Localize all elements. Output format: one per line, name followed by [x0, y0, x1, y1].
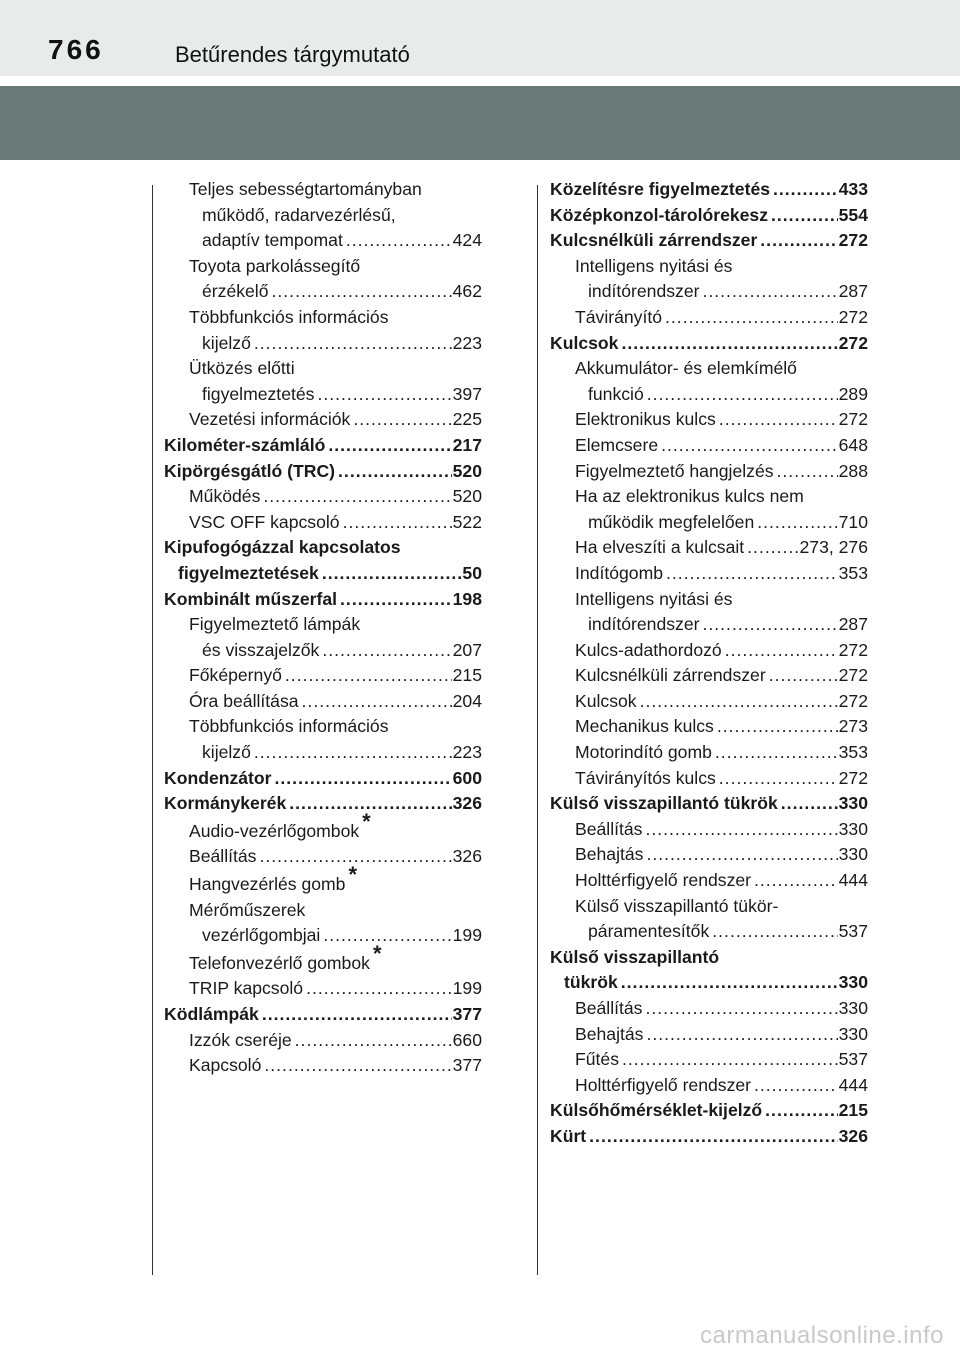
entry-text: Ha elveszíti a kulcsait — [575, 535, 746, 561]
page-reference: 710 — [838, 511, 868, 532]
page-reference: 648 — [838, 434, 868, 455]
page-reference: 288 — [838, 460, 868, 481]
page-reference: 660 — [452, 1029, 482, 1050]
leader-dots — [661, 433, 838, 459]
index-entry-sub — [550, 433, 868, 459]
entry-text: VSC OFF kapcsoló — [189, 510, 342, 536]
leader-dots — [317, 382, 451, 408]
index-entry-main — [164, 766, 482, 792]
leader-dots — [646, 1022, 837, 1048]
index-entry-sub — [550, 1047, 868, 1073]
entry-text: tükrök — [564, 970, 620, 996]
entry-text: adaptív tempomat — [202, 228, 345, 254]
leader-dots — [323, 923, 451, 949]
index-entry-sub — [164, 689, 482, 715]
leader-dots — [322, 638, 451, 664]
index-entry-sub — [164, 976, 482, 1002]
entry-text: Távirányítós kulcs — [575, 766, 718, 792]
leader-dots — [747, 535, 798, 561]
index-entry-main — [550, 203, 868, 229]
index-entry-main — [164, 1002, 482, 1028]
entry-text: Toyota parkolássegítő — [189, 255, 361, 276]
leader-dots — [338, 459, 452, 485]
page-reference: 273, 276 — [799, 537, 868, 558]
page-reference: 289 — [838, 383, 868, 404]
entry-text: páramentesítők — [588, 919, 711, 945]
page-reference: 554 — [838, 204, 868, 225]
entry-text: Többfunkciós információs — [189, 716, 389, 737]
leader-dots — [712, 919, 837, 945]
entry-text: Hangvezérlés gomb — [189, 874, 346, 895]
index-entry-sub — [164, 1053, 482, 1079]
entry-text: Mérőműszerek — [189, 899, 306, 920]
leader-dots — [703, 279, 838, 305]
index-entry-main — [550, 177, 868, 203]
entry-text: Intelligens nyitási és — [575, 588, 733, 609]
leader-dots — [640, 689, 838, 715]
footnote-star: * — [348, 862, 358, 888]
page-reference: 272 — [838, 665, 868, 686]
entry-text: működik megfelelően — [588, 510, 756, 536]
leader-dots — [665, 305, 838, 331]
entry-text: Főképernyő — [189, 663, 284, 689]
index-entry-sub — [164, 898, 482, 949]
index-entry-main — [550, 1124, 868, 1150]
entry-text: Beállítás — [575, 817, 644, 843]
page-reference: 326 — [452, 793, 482, 814]
footnote-star: * — [372, 940, 382, 966]
entry-text: Távirányító — [575, 305, 664, 331]
page-reference: 462 — [452, 281, 482, 302]
entry-text: Figyelmeztető hangjelzés — [575, 459, 776, 485]
leader-dots — [666, 561, 838, 587]
page-reference: 522 — [452, 511, 482, 532]
entry-text: kijelző — [202, 740, 253, 766]
leader-dots — [343, 510, 452, 536]
entry-text: Telefonvezérlő gombok — [189, 952, 370, 973]
page-reference: 50 — [462, 562, 482, 583]
entry-text: Kulcsnélküli zárrendszer — [550, 228, 759, 254]
footnote-star: * — [362, 808, 371, 834]
index-entry-sub — [550, 842, 868, 868]
entry-text: Izzók cseréje — [189, 1028, 294, 1054]
page-reference: 326 — [838, 1125, 868, 1146]
page-reference: 272 — [838, 409, 868, 430]
entry-text: Kilométer-számláló — [164, 433, 327, 459]
entry-text: Többfunkciós információs — [189, 306, 389, 327]
entry-text: működő, radarvezérlésű, — [202, 204, 396, 225]
entry-text: Kipufogógázzal kapcsolatos — [164, 537, 401, 558]
leader-dots — [353, 407, 451, 433]
page-reference: 326 — [452, 846, 482, 867]
page-reference: 223 — [452, 742, 482, 763]
leader-dots — [622, 1047, 838, 1073]
entry-text: Elektronikus kulcs — [575, 407, 718, 433]
page-reference: 353 — [838, 742, 868, 763]
index-entry-main — [550, 791, 868, 817]
index-entry-sub — [550, 561, 868, 587]
leader-dots — [254, 740, 452, 766]
page-reference: 377 — [452, 1004, 482, 1024]
index-entry-sub — [164, 612, 482, 663]
index-column-right — [550, 177, 868, 1150]
entry-text: Kulcsok — [550, 331, 620, 357]
index-entry-sub — [550, 766, 868, 792]
index-entry-sub — [550, 1022, 868, 1048]
column-divider-left — [152, 185, 153, 1275]
page-reference: 537 — [838, 1049, 868, 1070]
page-reference: 273 — [838, 716, 868, 737]
entry-text: Óra beállítása — [189, 689, 301, 715]
leader-dots — [717, 714, 838, 740]
page-reference: 199 — [452, 925, 482, 946]
leader-dots — [773, 177, 838, 203]
entry-text: Külső visszapillantó — [550, 946, 720, 967]
page-reference: 330 — [838, 844, 868, 865]
leader-dots — [621, 970, 838, 996]
index-entry-main — [164, 433, 482, 459]
leader-dots — [757, 510, 837, 536]
index-entry-sub — [164, 808, 482, 845]
leader-dots — [328, 433, 451, 459]
leader-dots — [754, 1073, 838, 1099]
entry-text: Vezetési információk — [189, 407, 352, 433]
page-reference: 433 — [838, 179, 868, 199]
entry-text: Külső visszapillantó tükör- — [575, 895, 779, 916]
index-entry-sub — [164, 305, 482, 356]
header-bar — [0, 0, 960, 76]
page-reference: 217 — [452, 434, 482, 455]
leader-dots — [719, 766, 838, 792]
index-entry-main — [550, 1098, 868, 1124]
leader-dots — [646, 842, 837, 868]
page-reference: 204 — [452, 690, 482, 711]
entry-text: Beállítás — [189, 844, 258, 870]
entry-text: Audio-vezérlőgombok — [189, 820, 360, 841]
leader-dots — [272, 279, 452, 305]
entry-text: Motorindító gomb — [575, 740, 714, 766]
page-reference: 272 — [838, 690, 868, 711]
index-entry-sub — [550, 535, 868, 561]
leader-dots — [715, 740, 838, 766]
entry-text: Kürt — [550, 1124, 588, 1150]
index-entry-main — [550, 228, 868, 254]
entry-text: Holttérfigyelő rendszer — [575, 1073, 753, 1099]
leader-dots — [781, 791, 838, 817]
page-reference: 424 — [452, 230, 482, 251]
section-title: Betűrendes tárgymutató — [175, 42, 410, 67]
index-entry-sub — [164, 356, 482, 407]
entry-text: Akkumulátor- és elemkímélő — [575, 358, 797, 379]
leader-dots — [647, 382, 838, 408]
index-entry-main — [164, 791, 482, 817]
leader-dots — [302, 689, 452, 715]
index-entry-sub — [550, 356, 868, 407]
entry-text: és visszajelzők — [202, 638, 321, 664]
leader-dots — [306, 976, 452, 1002]
page-reference: 272 — [838, 306, 868, 327]
index-entry-sub — [164, 663, 482, 689]
leader-dots — [275, 766, 452, 792]
leader-dots — [254, 331, 452, 357]
entry-text: Középkonzol-tárolórekesz — [550, 203, 770, 229]
page-reference: 225 — [452, 409, 482, 430]
page-reference: 397 — [452, 383, 482, 404]
page-reference: 198 — [452, 588, 482, 609]
leader-dots — [760, 228, 837, 254]
page-reference: 272 — [838, 639, 868, 660]
leader-dots — [340, 587, 452, 613]
page-reference: 199 — [452, 978, 482, 999]
leader-dots — [645, 817, 837, 843]
page-reference: 520 — [452, 486, 482, 507]
index-entry-main — [550, 945, 868, 996]
entry-text: Külsőhőmérséklet-kijelző — [550, 1098, 764, 1124]
leader-dots — [771, 203, 838, 229]
page-reference: 287 — [838, 281, 868, 302]
leader-dots — [285, 663, 452, 689]
page-reference: 287 — [838, 614, 868, 635]
index-entry-sub — [550, 740, 868, 766]
watermark: carmanualsonline.info — [700, 1322, 944, 1349]
page-reference: 223 — [452, 332, 482, 353]
leader-dots — [765, 1098, 837, 1124]
entry-text: Ködlámpák — [164, 1002, 261, 1028]
entry-text: Ha az elektronikus kulcs nem — [575, 486, 804, 507]
entry-text: Kulcsnélküli zárrendszer — [575, 663, 768, 689]
index-entry-sub — [164, 510, 482, 536]
index-entry-sub — [164, 862, 482, 898]
page-reference: 330 — [838, 793, 868, 814]
entry-text: TRIP kapcsoló — [189, 976, 305, 1002]
leader-dots — [295, 1028, 452, 1054]
index-entry-main — [164, 587, 482, 613]
page-reference: 215 — [452, 665, 482, 686]
leader-dots — [322, 561, 462, 587]
leader-dots — [777, 459, 838, 485]
entry-text: indítórendszer — [588, 279, 702, 305]
page-reference: 444 — [838, 870, 868, 891]
entry-text: Külső visszapillantó tükrök — [550, 791, 780, 817]
entry-text: Beállítás — [575, 996, 644, 1022]
page-reference: 272 — [838, 230, 868, 251]
header-band — [0, 86, 960, 160]
entry-text: Behajtás — [575, 1022, 645, 1048]
page-reference: 520 — [452, 460, 482, 481]
page-reference: 444 — [838, 1074, 868, 1095]
index-entry-sub — [550, 459, 868, 485]
entry-text: Behajtás — [575, 842, 645, 868]
index-entry-sub — [550, 663, 868, 689]
leader-dots — [621, 331, 837, 357]
page-reference: 330 — [838, 972, 868, 993]
index-entry-sub — [550, 996, 868, 1022]
page-reference: 600 — [452, 767, 482, 788]
entry-text: Teljes sebességtartományban — [189, 179, 422, 199]
entry-text: Kulcsok — [575, 689, 639, 715]
index-entry-sub — [550, 407, 868, 433]
index-entry-sub — [164, 407, 482, 433]
entry-text: Indítógomb — [575, 561, 665, 587]
entry-text: Figyelmeztető lámpák — [189, 614, 361, 635]
leader-dots — [719, 407, 838, 433]
index-entry-sub — [550, 484, 868, 535]
index-entry-sub — [550, 817, 868, 843]
page-reference: 330 — [838, 1023, 868, 1044]
entry-text: Kormánykerék — [164, 791, 288, 817]
index-entry-main — [164, 535, 482, 586]
leader-dots — [645, 996, 837, 1022]
page-reference: 330 — [838, 818, 868, 839]
column-divider-right — [537, 185, 538, 1275]
index-column-left — [164, 177, 482, 1079]
entry-text: Holttérfigyelő rendszer — [575, 868, 753, 894]
index-entry-sub — [164, 940, 482, 977]
entry-text: Működés — [189, 484, 262, 510]
leader-dots — [262, 1002, 452, 1028]
index-entry-main — [550, 331, 868, 357]
entry-text: Kipörgésgátló (TRC) — [164, 459, 337, 485]
index-entry-sub — [550, 638, 868, 664]
page-reference: 207 — [452, 639, 482, 660]
entry-text: Kombinált műszerfal — [164, 587, 339, 613]
index-entry-sub — [550, 254, 868, 305]
leader-dots — [263, 484, 451, 510]
entry-text: érzékelő — [202, 279, 271, 305]
page-number: 766 — [48, 34, 104, 65]
page-reference: 272 — [838, 767, 868, 788]
entry-text: vezérlőgombjai — [202, 923, 322, 949]
leader-dots — [725, 638, 838, 664]
index-entry-sub — [550, 894, 868, 945]
leader-dots — [346, 228, 452, 254]
index-entry-sub — [550, 1073, 868, 1099]
entry-text: figyelmeztetés — [202, 382, 316, 408]
entry-text: Mechanikus kulcs — [575, 714, 716, 740]
index-entry-sub — [550, 868, 868, 894]
leader-dots — [754, 868, 838, 894]
page-reference: 330 — [838, 998, 868, 1018]
entry-text: Intelligens nyitási és — [575, 255, 733, 276]
index-entry-sub — [550, 305, 868, 331]
index-entry-sub — [164, 844, 482, 870]
entry-text: Fűtés — [575, 1047, 621, 1073]
entry-text: figyelmeztetések — [178, 561, 321, 587]
page-reference: 353 — [838, 562, 868, 583]
leader-dots — [769, 663, 838, 689]
index-entry-sub — [164, 1028, 482, 1054]
index-entry-sub — [164, 177, 482, 254]
index-entry-sub — [164, 254, 482, 305]
leader-dots — [589, 1124, 837, 1150]
page-reference: 537 — [838, 921, 868, 942]
index-entry-sub — [550, 689, 868, 715]
entry-text: Kulcs-adathordozó — [575, 638, 724, 664]
page-reference: 215 — [838, 1100, 868, 1121]
page-reference: 272 — [838, 332, 868, 353]
leader-dots — [703, 612, 838, 638]
entry-text: Közelítésre figyelmeztetés — [550, 177, 772, 203]
index-entry-sub — [550, 587, 868, 638]
entry-text: Elemcsere — [575, 433, 660, 459]
leader-dots — [264, 1053, 451, 1079]
entry-text: Ütközés előtti — [189, 358, 295, 379]
entry-text: Kondenzátor — [164, 766, 274, 792]
index-entry-sub — [550, 714, 868, 740]
index-entry-sub — [164, 714, 482, 765]
index-entry-main — [164, 459, 482, 485]
entry-text: Kapcsoló — [189, 1053, 263, 1079]
entry-text: indítórendszer — [588, 612, 702, 638]
page-reference: 377 — [452, 1055, 482, 1076]
index-entry-sub — [164, 484, 482, 510]
entry-text: funkció — [588, 382, 646, 408]
entry-text: kijelző — [202, 331, 253, 357]
